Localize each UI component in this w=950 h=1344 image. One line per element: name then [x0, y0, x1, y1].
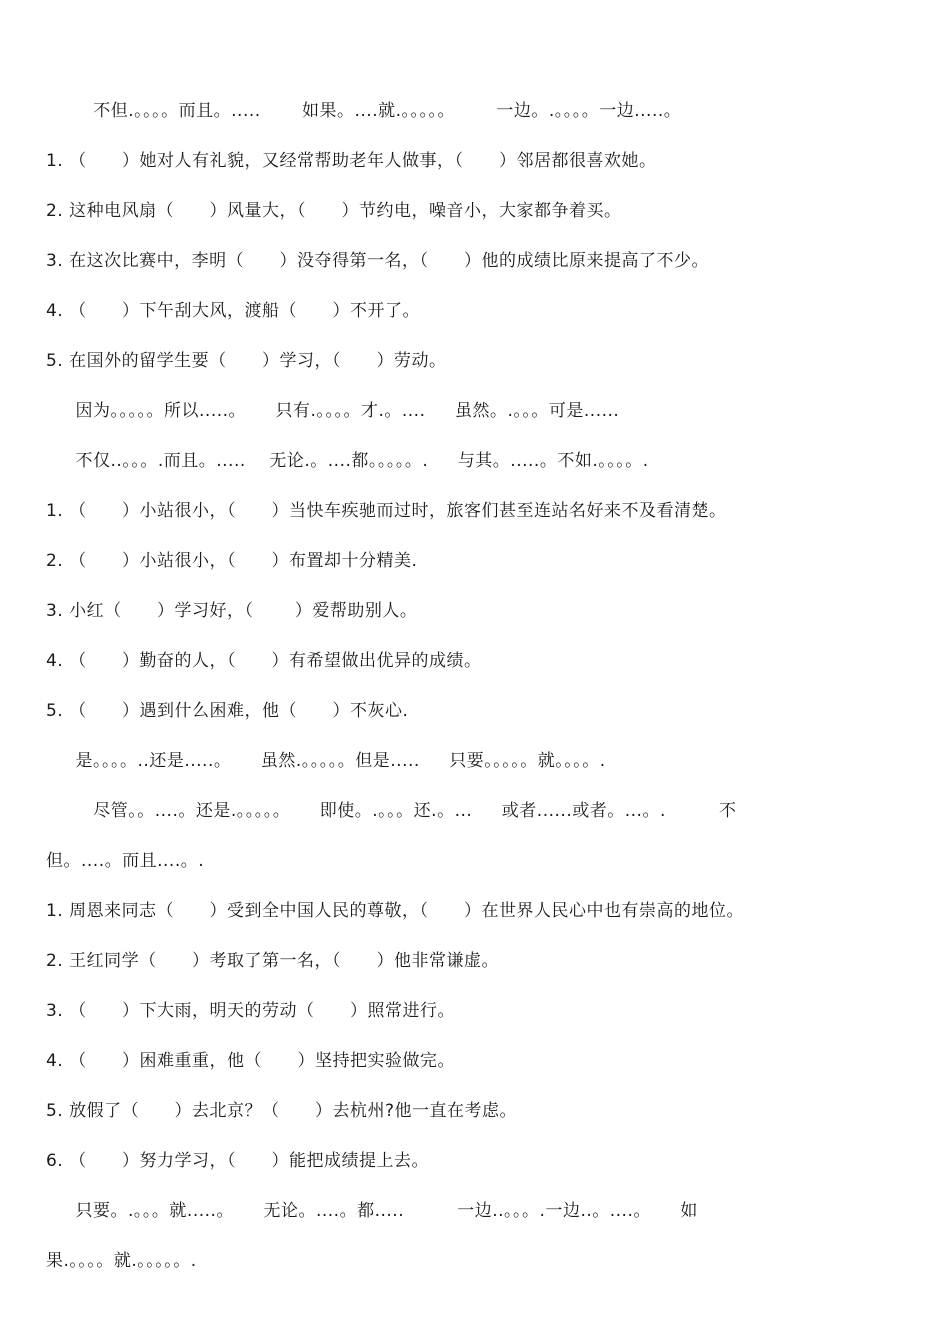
conjunction-bank-1: 不但.。。。。而且。..... 如果。....就.。。。。。 一边。.。。。。一边.....。 [46, 101, 682, 121]
exercise-2-1: 1. （ ）小站很小，（ ）当快车疾驰而过时，旅客们甚至连站名好来不及看清楚。 [46, 501, 727, 521]
exercise-3-6: 6. （ ）努力学习，（ ）能把成绩提上去。 [46, 1151, 429, 1171]
conjunction-bank-2a: 因为。。。。。所以.....。 只有.。。。。才.。.... 虽然。.。。。可是...... [46, 401, 620, 421]
exercise-2-2: 2. （ ）小站很小，（ ）布置却十分精美. [46, 551, 418, 571]
conjunction-bank-4a: 只要。.。。。就.....。 无论。....。都..... 一边..。。。.一边..。....。 如 [46, 1201, 698, 1221]
exercise-3-2: 2. 王红同学（ ）考取了第一名，（ ）他非常谦虚。 [46, 951, 499, 971]
exercise-1-3: 3. 在这次比赛中，李明（ ）没夺得第一名，（ ）他的成绩比原来提高了不少。 [46, 251, 709, 271]
exercise-3-5: 5. 放假了（ ）去北京？（ ）去杭州?他一直在考虑。 [46, 1101, 517, 1121]
conjunction-bank-2b: 不仅..。。。.而且。..... 无论.。....都。。。。。. 与其。.....。不如.。。。。. [46, 451, 649, 471]
conjunction-bank-3a: 是。。。。..还是.....。 虽然.。。。。。但是..... 只要。。。。。就。。。。. [46, 751, 606, 771]
exercise-1-5: 5. 在国外的留学生要（ ）学习，（ ）劳动。 [46, 351, 447, 371]
exercise-3-3: 3. （ ）下大雨，明天的劳动（ ）照常进行。 [46, 1001, 455, 1021]
exercise-3-4: 4. （ ）困难重重，他（ ）坚持把实验做完。 [46, 1051, 455, 1071]
exercise-1-2: 2. 这种电风扇（ ）风量大，（ ）节约电，噪音小，大家都争着买。 [46, 201, 622, 221]
conjunction-bank-3b: 尽管。。....。还是.。。。。。 即使。.。。。还.。... 或者......或者。...。. 不 [46, 801, 737, 821]
exercise-2-4: 4. （ ）勤奋的人，（ ）有希望做出优异的成绩。 [46, 651, 482, 671]
exercise-1-4: 4. （ ）下午刮大风，渡船（ ）不开了。 [46, 301, 420, 321]
exercise-1-1: 1. （ ）她对人有礼貌，又经常帮助老年人做事，（ ）邻居都很喜欢她。 [46, 151, 657, 171]
conjunction-bank-4b: 果.。。。。就.。。。。。. [46, 1251, 197, 1271]
exercise-2-5: 5. （ ）遇到什么困难，他（ ）不灰心. [46, 701, 409, 721]
exercise-2-3: 3. 小红（ ）学习好，（ ）爱帮助别人。 [46, 601, 418, 621]
conjunction-bank-3c: 但。....。而且....。. [46, 851, 205, 871]
exercise-3-1: 1. 周恩来同志（ ）受到全中国人民的尊敬，（ ）在世界人民心中也有崇高的地位。 [46, 901, 744, 921]
